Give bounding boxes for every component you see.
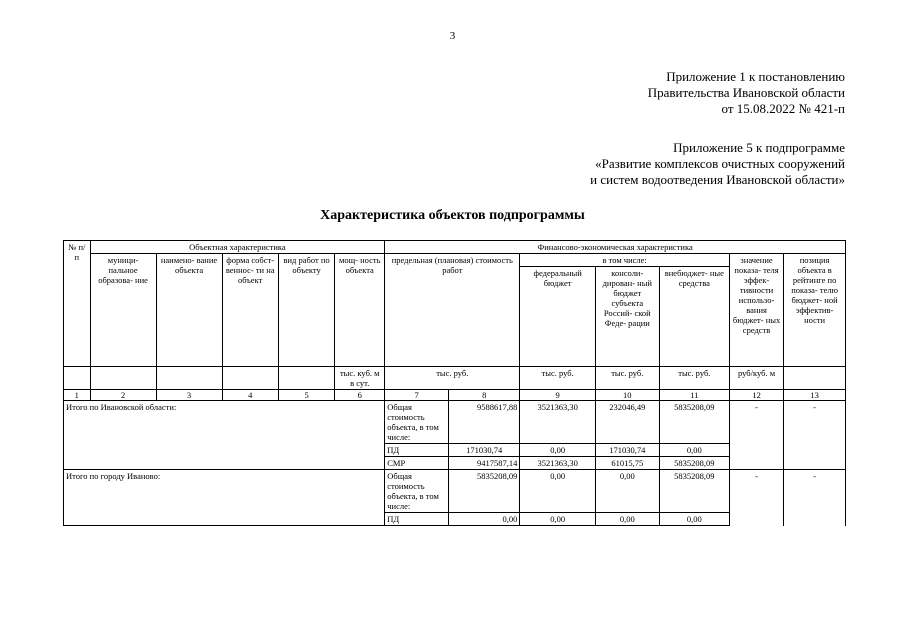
appendix-5-line-1: Приложение 5 к подпрограмме — [673, 140, 845, 155]
header-cost: предельная (плановая) стоимость работ — [385, 254, 520, 367]
col-number: 6 — [335, 390, 385, 401]
header-extrabudget: внебюджет- ные средства — [659, 267, 729, 367]
header-efficiency: значение показа- теля эффек- тивности использо- вания бюджет- ных средств — [729, 254, 783, 367]
row-extrabudget: 0,00 — [659, 444, 729, 457]
row-total: 9417587,14 — [449, 457, 520, 470]
header-federal: федеральный бюджет — [520, 267, 596, 367]
header-row-2 — [64, 254, 846, 267]
header-rating: позиция объекта в рейтинге по показа- телю бюджет- ной эффектив- ности — [784, 254, 846, 367]
page-number: 3 — [449, 30, 456, 42]
row-consolidated: 0,00 — [595, 513, 659, 526]
row-federal: 3521363,30 — [520, 401, 596, 444]
col-number: 2 — [90, 390, 156, 401]
row-extrabudget: 5835208,09 — [659, 457, 729, 470]
row-extrabudget: 0,00 — [659, 513, 729, 526]
appendix-5-line-3: и систем водоотведения Ивановской области» — [590, 172, 845, 187]
header-worktype: вид работ по объекту — [278, 254, 334, 367]
header-capacity: мощ- ность объекта — [335, 254, 385, 367]
table-row — [64, 401, 846, 444]
col-number: 9 — [520, 390, 596, 401]
group-1-label: Итого по Ивановской области: — [64, 401, 385, 470]
row-federal: 0,00 — [520, 513, 596, 526]
appendix-1-line-3: от 15.08.2022 № 421-п — [721, 101, 845, 116]
col-number: 11 — [659, 390, 729, 401]
row-federal: 0,00 — [520, 470, 596, 513]
group-1-rating: - — [784, 401, 846, 470]
appendix-1-line-1: Приложение 1 к постановлению — [666, 69, 845, 84]
row-type: ПД — [385, 444, 449, 457]
row-total: 0,00 — [449, 513, 520, 526]
row-type: Общая стоимость объекта, в том числе: — [385, 401, 449, 444]
row-extrabudget: 5835208,09 — [659, 401, 729, 444]
col-number: 8 — [449, 390, 520, 401]
header-consolidated: консоли- дирован- ный бюджет субъекта Россий- ской Феде- рации — [595, 267, 659, 367]
group-2-label: Итого по городу Иваново: — [64, 470, 385, 526]
objects-table — [63, 240, 846, 526]
group-2-rating: - — [784, 470, 846, 526]
header-finance: Финансово-экономическая характеристика — [385, 241, 846, 254]
document-title: Характеристика объектов подпрограммы — [320, 208, 585, 223]
row-consolidated: 0,00 — [595, 470, 659, 513]
row-consolidated: 61015,75 — [595, 457, 659, 470]
unit-extrabudget: тыс. руб. — [659, 367, 729, 390]
col-number: 7 — [385, 390, 449, 401]
header-object: Объектная характеристика — [90, 241, 385, 254]
col-number: 4 — [222, 390, 278, 401]
row-federal: 0,00 — [520, 444, 596, 457]
units-row — [64, 367, 846, 390]
unit-cost: тыс. руб. — [385, 367, 520, 390]
row-total: 9588617,88 — [449, 401, 520, 444]
row-consolidated: 171030,74 — [595, 444, 659, 457]
header-row-1 — [64, 241, 846, 254]
row-total: 5835208,09 — [449, 470, 520, 513]
group-1-efficiency: - — [729, 401, 783, 470]
col-number: 1 — [64, 390, 91, 401]
row-federal: 3521363,30 — [520, 457, 596, 470]
row-consolidated: 232046,49 — [595, 401, 659, 444]
unit-federal: тыс. руб. — [520, 367, 596, 390]
header-including: в том числе: — [520, 254, 730, 267]
row-type: СМР — [385, 457, 449, 470]
unit-capacity: тыс. куб. м в сут. — [335, 367, 385, 390]
col-number: 12 — [729, 390, 783, 401]
row-type: ПД — [385, 513, 449, 526]
row-total: 171030,74 — [449, 444, 520, 457]
unit-efficiency: руб/куб. м — [729, 367, 783, 390]
col-number: 5 — [278, 390, 334, 401]
appendix-5-header — [590, 140, 845, 188]
table-row — [64, 470, 846, 513]
unit-consolidated: тыс. руб. — [595, 367, 659, 390]
header-ownership: форма собст- веннос- ти на объект — [222, 254, 278, 367]
group-2-efficiency: - — [729, 470, 783, 526]
header-municipality: муници- пальное образова- ние — [90, 254, 156, 367]
row-extrabudget: 5835208,09 — [659, 470, 729, 513]
appendix-1-header — [648, 69, 845, 117]
header-name: наимено- вание объекта — [156, 254, 222, 367]
appendix-1-line-2: Правительства Ивановской области — [647, 85, 845, 100]
appendix-5-line-2: «Развитие комплексов очистных сооружений — [595, 156, 845, 171]
row-type: Общая стоимость объекта, в том числе: — [385, 470, 449, 513]
header-num: № п/п — [64, 241, 91, 367]
column-numbers-row — [64, 390, 846, 401]
col-number: 13 — [784, 390, 846, 401]
col-number: 10 — [595, 390, 659, 401]
col-number: 3 — [156, 390, 222, 401]
